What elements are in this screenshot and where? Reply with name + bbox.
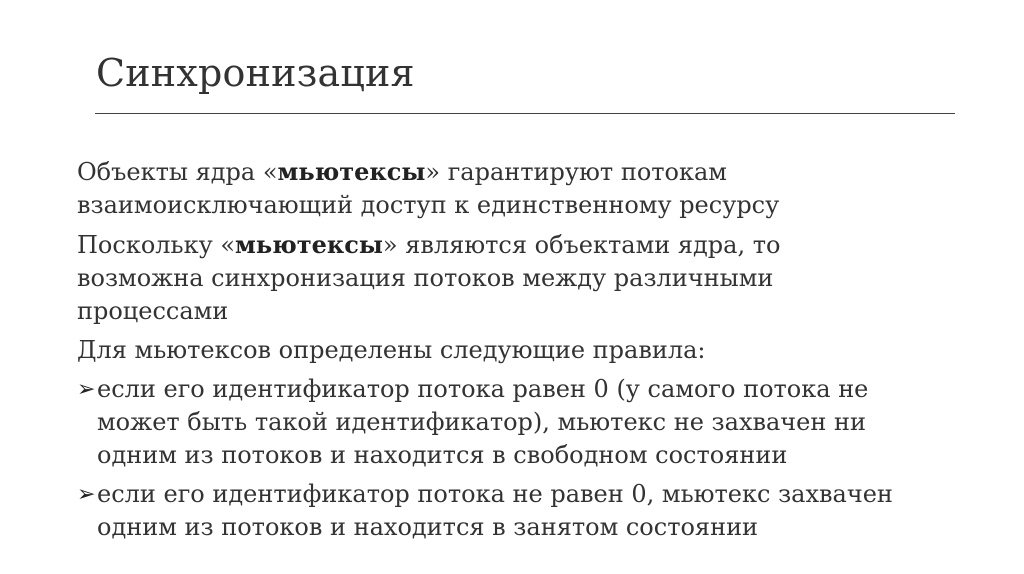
slide-title: Синхронизация	[96, 51, 415, 95]
text-line: если его идентификатор потока равен 0 (у самого потока не	[97, 375, 869, 403]
text-line: Объекты ядра «мьютексы» гарантируют потокам	[77, 157, 727, 186]
text-line: может быть такой идентификатор), мьютекс не захвачен ни	[97, 408, 866, 436]
text-line: если его идентификатор потока не равен 0, мьютекс захвачен	[97, 480, 893, 508]
slide-body	[77, 155, 957, 550]
paragraph-mutex-guarantee	[77, 155, 957, 222]
bullet-item-free-state	[77, 373, 957, 472]
arrow-bullet-icon: ➢	[77, 482, 96, 507]
text-line: одним из потоков и находится в свободном состоянии	[97, 441, 788, 469]
text-line: возможна синхронизация потоков между различными	[77, 264, 774, 292]
text-line: взаимоисключающий доступ к единственному ресурсу	[77, 191, 780, 219]
bold-term: мьютексы	[235, 230, 383, 259]
title-divider	[95, 113, 955, 114]
paragraph-rules-intro	[77, 334, 957, 367]
bold-term: мьютексы	[277, 157, 426, 186]
text-line: Поскольку «мьютексы» являются объектами ядра, то	[77, 230, 781, 259]
text-line: одним из потоков и находится в занятом состоянии	[97, 513, 759, 541]
text-line: процессами	[77, 297, 229, 325]
bullet-item-busy-state	[77, 478, 957, 544]
arrow-bullet-icon: ➢	[77, 377, 96, 402]
text-line: Для мьютексов определены следующие правила:	[77, 336, 706, 364]
paragraph-kernel-objects	[77, 228, 957, 328]
